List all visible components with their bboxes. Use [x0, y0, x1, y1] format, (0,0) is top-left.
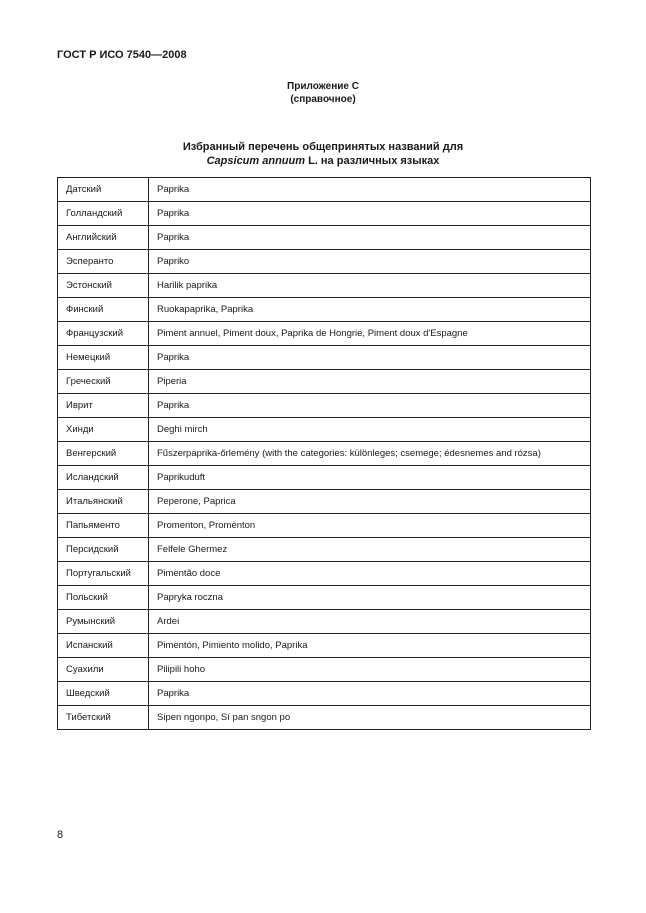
table-row [58, 250, 591, 274]
common-name-cell: Paprika [149, 346, 591, 370]
language-cell: Венгерский [58, 442, 149, 466]
common-name-cell: Ardei [149, 610, 591, 634]
table-row [58, 514, 591, 538]
table-row [58, 394, 591, 418]
common-name-cell: Pilipili hoho [149, 658, 591, 682]
language-cell: Итальянский [58, 490, 149, 514]
language-cell: Греческий [58, 370, 149, 394]
table-row [58, 682, 591, 706]
table-row [58, 706, 591, 730]
table-row [58, 586, 591, 610]
common-name-cell: Deghi mirch [149, 418, 591, 442]
document-header: ГОСТ Р ИСО 7540—2008 [57, 49, 187, 61]
table-row [58, 298, 591, 322]
language-cell: Испанский [58, 634, 149, 658]
table-title-line1: Избранный перечень общепринятых названий для [182, 141, 464, 153]
language-cell: Португальский [58, 562, 149, 586]
language-cell: Исландский [58, 466, 149, 490]
table-title [0, 140, 646, 168]
language-cell: Шведский [58, 682, 149, 706]
common-name-cell: Paprika [149, 226, 591, 250]
language-cell: Французский [58, 322, 149, 346]
table-row [58, 610, 591, 634]
common-name-cell: Paprika [149, 394, 591, 418]
language-cell: Голландский [58, 202, 149, 226]
language-cell: Датский [58, 178, 149, 202]
table-title-line2 [0, 154, 646, 168]
common-name-cell: Fűszerpaprika-őrlemény (with the categories: különleges; csemege; édesnemes and rózsa) [149, 442, 591, 466]
annex-subtitle: (справочное) [290, 94, 356, 105]
page-number: 8 [57, 829, 64, 841]
common-name-cell: Paprikuduft [149, 466, 591, 490]
table-title-line2-rest: L. на различных языках [305, 155, 440, 167]
language-cell: Эстонский [58, 274, 149, 298]
table-row [58, 226, 591, 250]
language-cell: Иврит [58, 394, 149, 418]
annex-title: Приложение С [287, 81, 359, 92]
common-name-cell: Paprika [149, 178, 591, 202]
table-row [58, 346, 591, 370]
table-row [58, 538, 591, 562]
common-name-cell: Pimentón, Pimiento molido, Paprika [149, 634, 591, 658]
common-name-cell: Paprika [149, 682, 591, 706]
common-name-cell: Papriko [149, 250, 591, 274]
language-cell: Папьяменто [58, 514, 149, 538]
language-cell: Суахили [58, 658, 149, 682]
table-row [58, 634, 591, 658]
table-row [58, 274, 591, 298]
table-row [58, 370, 591, 394]
language-cell: Эсперанто [58, 250, 149, 274]
common-name-cell: Piperia [149, 370, 591, 394]
language-cell: Хинди [58, 418, 149, 442]
common-name-cell: Ruokapaprika, Paprika [149, 298, 591, 322]
language-cell: Польский [58, 586, 149, 610]
table-row [58, 202, 591, 226]
common-name-cell: Pimentão doce [149, 562, 591, 586]
common-name-cell: Felfele Ghermez [149, 538, 591, 562]
annex-heading [0, 80, 646, 106]
table-row [58, 658, 591, 682]
common-name-cell: Peperone, Paprica [149, 490, 591, 514]
common-name-cell: Piment annuel, Piment doux, Paprika de Hongrie, Piment doux d'Espagne [149, 322, 591, 346]
common-name-cell: Papryka roczna [149, 586, 591, 610]
table-row [58, 442, 591, 466]
table-row [58, 466, 591, 490]
table-row [58, 490, 591, 514]
language-cell: Английский [58, 226, 149, 250]
table-row [58, 322, 591, 346]
table-row [58, 178, 591, 202]
common-name-cell: Paprika [149, 202, 591, 226]
language-cell: Румынский [58, 610, 149, 634]
language-cell: Немецкий [58, 346, 149, 370]
table-row [58, 562, 591, 586]
names-table-body [58, 178, 591, 730]
table-row [58, 418, 591, 442]
language-cell: Тибетский [58, 706, 149, 730]
language-cell: Персидский [58, 538, 149, 562]
common-name-cell: Sipen ngonpo, Sí pan sngon po [149, 706, 591, 730]
language-cell: Финский [58, 298, 149, 322]
common-name-cell: Harilik paprika [149, 274, 591, 298]
names-table [57, 177, 591, 730]
species-name: Capsicum annuum [206, 155, 306, 167]
common-name-cell: Promenton, Promènton [149, 514, 591, 538]
